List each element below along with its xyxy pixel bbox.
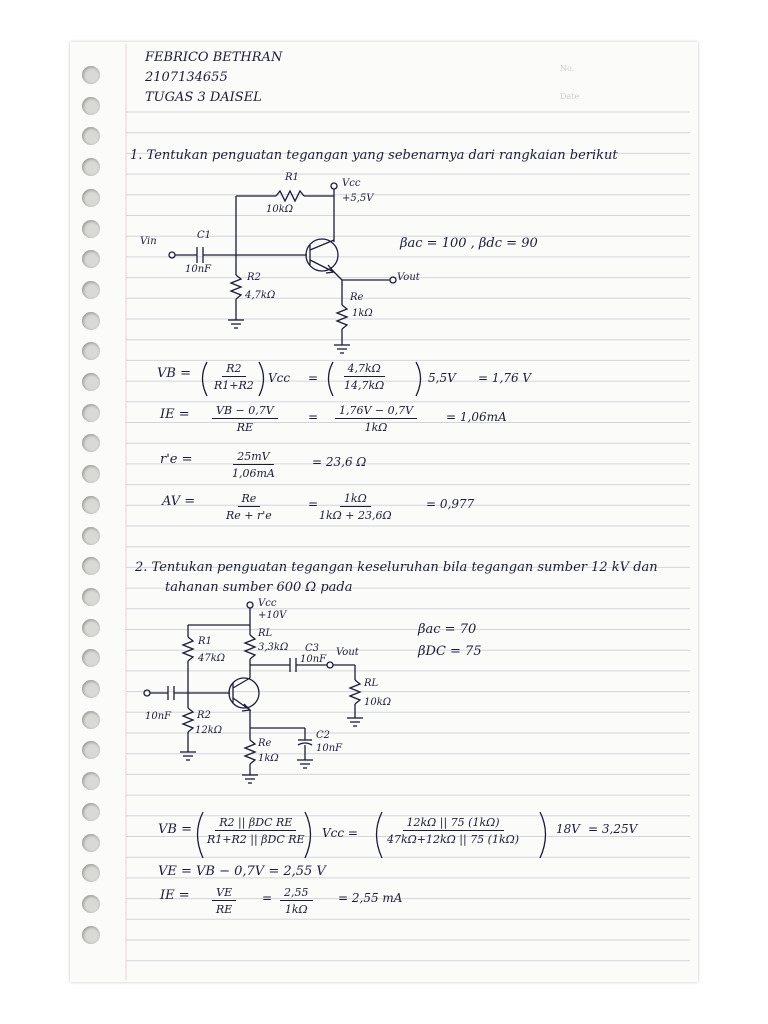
c2-r1-label: R1 [198,636,212,647]
binder-hole [82,312,100,330]
p1-vb-result: = 1,76 V [478,371,532,385]
p1-ie-equals: = [308,410,319,424]
p2-ve-equation: VE = VB − 0,7V = 2,55 V [158,864,326,879]
binder-hole [82,496,100,514]
c2-vcc-label: Vcc [258,598,277,609]
student-name: FEBRICO BETHRAN [145,50,283,65]
p1-vb-vcc: Vcc [268,371,291,385]
c2-c3-value: 10nF [300,654,327,665]
binder-hole [82,680,100,698]
p1-ie-fraction-1: $\frac{VB - 0,7V}{RE}$ [212,404,278,434]
problem-1-question: 1. Tentukan penguatan tegangan yang sebenarnya dari rangkaian berikut [130,148,618,163]
binder-hole [82,895,100,913]
paper-number-label: No. [560,64,575,73]
binder-hole [82,465,100,483]
p1-av-label: AV = [162,494,196,509]
c1-c1-value: 10nF [185,264,212,275]
binder-hole [82,189,100,207]
p2-ie-label: IE = [160,888,190,903]
c2-re-value: 1kΩ [258,753,279,764]
p1-av-fraction-2: $\frac{1k\Omega}{1k\Omega + 23,6\Omega}$ [319,492,392,522]
p1-av-result: = 0,977 [426,497,475,511]
c2-c2-label: C2 [316,730,331,741]
binder-hole [82,281,100,299]
c2-rl-collector-value: 3,3kΩ [258,642,289,653]
c1-re-label: Re [350,292,364,303]
c1-re-value: 1kΩ [352,308,373,319]
c2-c2-value: 10nF [316,743,343,754]
binder-hole [82,527,100,545]
c2-rl-label: RL [364,678,379,689]
c2-c3-label: C3 [305,643,320,654]
binder-hole [82,97,100,115]
c2-vcc-value: +10V [258,610,287,621]
c2-beta-ac: βac = 70 [418,622,477,637]
p1-vb-supply: 5,5V [428,371,456,385]
binder-hole [82,373,100,391]
c1-vin-label: Vin [140,236,157,247]
c2-r1-value: 47kΩ [198,653,226,664]
p2-vb-vcc: Vcc = [322,826,358,840]
binder-hole [82,926,100,944]
binder-hole [82,803,100,821]
p2-vb-fraction-2: $\frac{12k\Omega || 75 (1k\Omega)}{47k\Omega+12k\Omega || 75 (1k\Omega)}$ [387,816,520,846]
p1-re-result: = 23,6 Ω [312,455,367,469]
p1-av-fraction-1: $\frac{Re}{Re + r'e}$ [226,492,272,522]
c1-r2-value: 4,7kΩ [245,290,276,301]
p2-ie-equals: = [262,891,273,905]
problem-2-question-line-2: tahanan sumber 600 Ω pada [165,580,353,595]
c2-vout-label: Vout [336,647,359,658]
p1-vb-fraction-2: $\frac{4,7k\Omega}{14,7k\Omega}$ [344,362,385,392]
p1-vb-fraction-1: $\frac{R2}{R1+R2}$ [214,362,254,392]
binder-hole [82,404,100,422]
p1-re-label: r'e = [160,452,193,467]
p2-ie-result: = 2,55 mA [338,891,403,905]
problem-2-question-line-1: 2. Tentukan penguatan tegangan keseluruhan bila tegangan sumber 12 kV dan [135,560,658,575]
p2-vb-fraction-1: R2 || βDC RE R1+R2 || βDC RE [207,816,305,846]
p1-re-fraction: $\frac{25mV}{1,06mA}$ [232,450,275,480]
binder-hole [82,220,100,238]
binder-hole [82,158,100,176]
binder-hole [82,772,100,790]
p1-ie-label: IE = [160,407,190,422]
p2-vb-label: VB = [158,822,192,837]
p1-vb-label: VB = [157,366,191,381]
c1-vout-label: Vout [397,272,420,283]
p1-ie-fraction-2: $\frac{1,76V - 0,7V}{1k\Omega}$ [335,404,417,434]
c2-c1-value: 10nF [145,711,172,722]
p1-av-equals: = [308,497,319,511]
p2-ie-fraction-1: $\frac{VE}{RE}$ [212,886,236,916]
c2-rl-value: 10kΩ [364,697,392,708]
c2-re-label: Re [258,738,272,749]
binder-hole [82,711,100,729]
binder-hole [82,834,100,852]
c2-rl-collector-label: RL [258,628,273,639]
c2-beta-dc: βDC = 75 [418,644,482,659]
c1-beta-values: βac = 100 , βdc = 90 [400,236,538,251]
c1-vcc-label: Vcc [342,178,361,189]
student-id: 2107134655 [145,70,228,85]
binder-hole [82,66,100,84]
paper-date-label: Date [560,92,580,101]
c2-r2-label: R2 [197,710,211,721]
assignment-title: TUGAS 3 DAISEL [145,90,262,105]
binder-hole [82,619,100,637]
c1-vcc-value: +5,5V [342,193,374,204]
p2-vb-supply: 18V [556,822,580,836]
c2-r2-value: 12kΩ [195,725,223,736]
binder-hole [82,588,100,606]
p1-vb-equals: = [308,371,319,385]
p2-ie-fraction-2: $\frac{2,55}{1k\Omega}$ [280,886,313,916]
c1-r2-label: R2 [247,272,261,283]
c1-c1-label: C1 [197,230,212,241]
p1-ie-result: = 1,06mA [446,410,507,424]
c1-r1-label: R1 [285,172,299,183]
p2-vb-result: = 3,25V [588,822,638,836]
c1-r1-value: 10kΩ [266,204,294,215]
